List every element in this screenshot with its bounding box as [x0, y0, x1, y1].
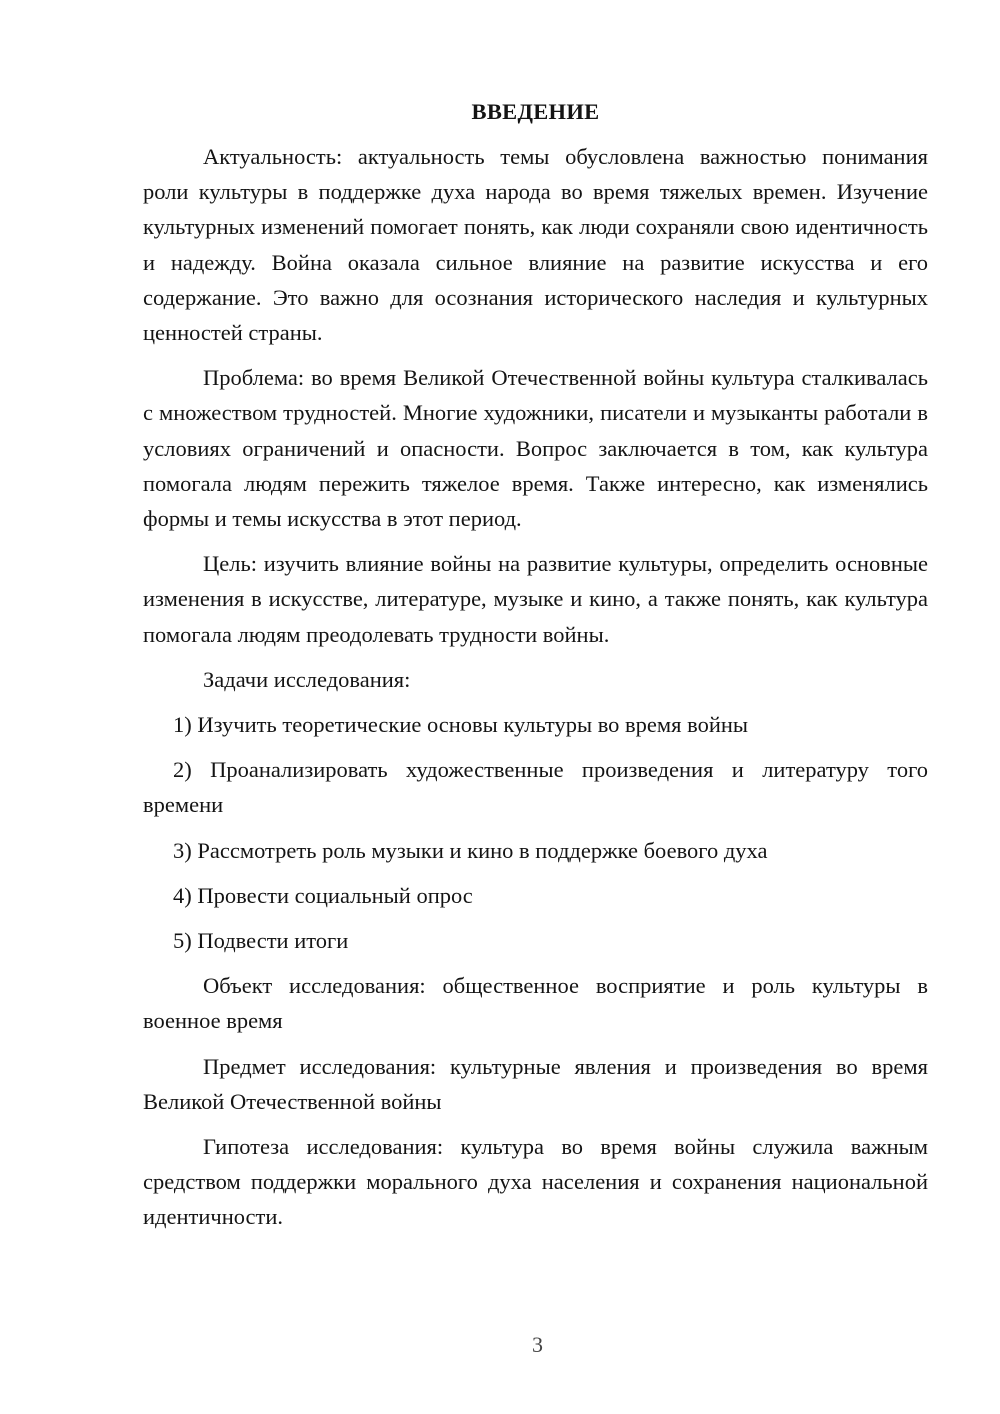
page-number: 3: [532, 1332, 543, 1357]
page-content: [143, 94, 928, 1245]
task-item-5: 5) Подвести итоги: [173, 928, 349, 954]
object-paragraph: Объект исследования: общественное восприятие и роль культуры в военное время: [143, 973, 928, 1034]
task-item-1: 1) Изучить теоретические основы культуры во время войны: [173, 712, 749, 738]
hypothesis-paragraph: Гипотеза исследования: культура во время войны служила важным средством поддержки морального духа населения и сохранения национальной идентичности.: [143, 1134, 928, 1230]
problem-paragraph: Проблема: во время Великой Отечественной войны культура сталкивалась с множеством трудностей. Многие художники, писатели и музыканты работали в условиях ограничений и опасности. Вопрос заключается в том, как культура помогала людям пережить тяжелое время. Также интересно, как изменялись формы и темы искусства в этот период.: [143, 365, 928, 532]
task-item-4: 4) Провести социальный опрос: [173, 882, 473, 908]
goal-paragraph: Цель: изучить влияние войны на развитие культуры, определить основные изменения в искусстве, литературе, музыке и кино, а также понять, как культура помогала людям преодолевать трудности войны.: [143, 551, 928, 647]
tasks-title: Задачи исследования:: [203, 666, 411, 692]
relevance-paragraph: Актуальность: актуальность темы обусловлена важностью понимания роли культуры в поддержке духа народа во время тяжелых времен. Изучение культурных изменений помогает понять, как люди сохраняли свою идентичность и надежду. Война оказала сильное влияние на развитие искусства и его содержание. Это важно для осознания исторического наследия и культурных ценностей страны.: [143, 144, 928, 346]
task-item-3: 3) Рассмотреть роль музыки и кино в поддержке боевого духа: [173, 837, 768, 863]
subject-paragraph: Предмет исследования: культурные явления и произведения во время Великой Отечественной войны: [143, 1053, 928, 1114]
task-item-2: 2) Проанализировать художественные произведения и литературу того времени: [143, 757, 928, 818]
section-heading: ВВЕДЕНИЕ: [471, 99, 600, 124]
